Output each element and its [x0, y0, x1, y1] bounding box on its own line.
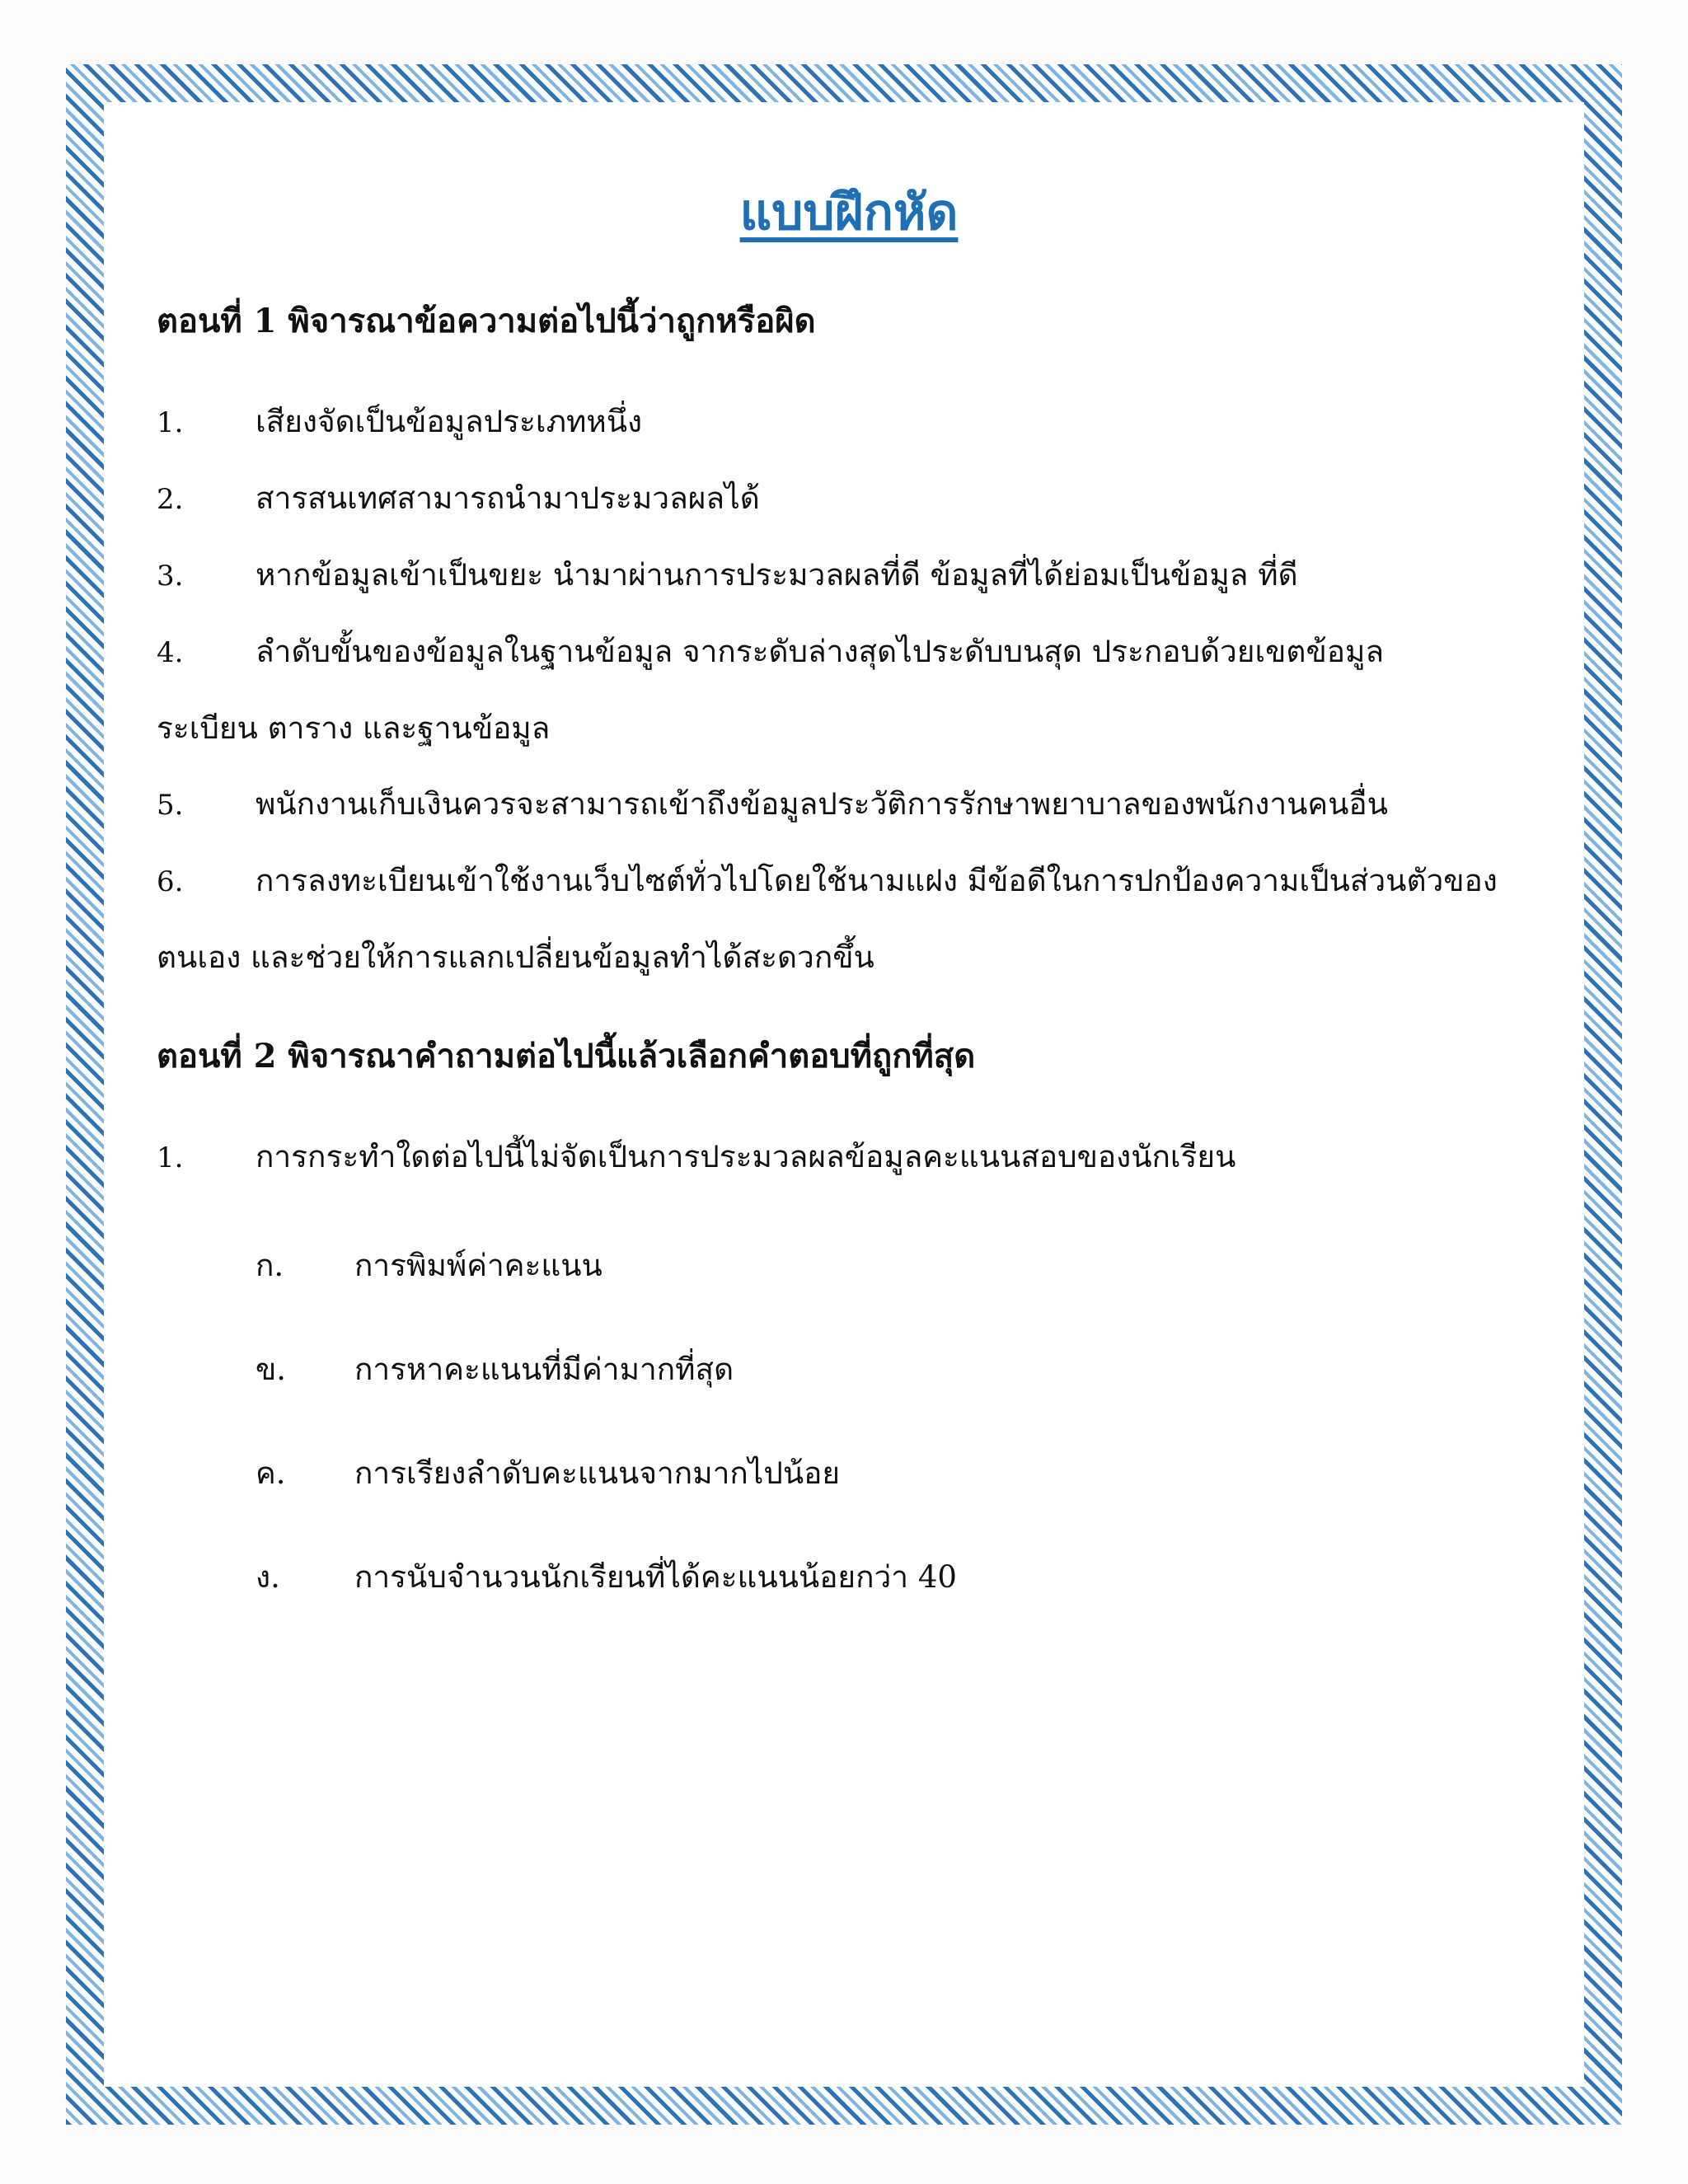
list-item: [157, 843, 1541, 996]
choice-letter: ง.: [256, 1559, 280, 1595]
item-continuation: ระเบียน ตาราง และฐานข้อมูล: [157, 710, 551, 746]
list-item: [157, 461, 1541, 537]
choice-item: [256, 1422, 1541, 1526]
item-text: การลงทะเบียนเข้าใช้งานเว็บไซต์ทั่วไปโดยใช้นามแฝง มีข้อดีในการปกป้องความเป็นส่วนตัวของ: [256, 863, 1498, 898]
item-number: 3.: [157, 560, 184, 593]
choice-text: การหาคะแนนที่มีค่ามากที่สุด: [354, 1352, 734, 1387]
question-item: [157, 1119, 1541, 1196]
item-text: ลำดับขั้นของข้อมูลในฐานข้อมูล จากระดับล่างสุดไประดับบนสุด ประกอบด้วยเขตข้อมูล: [256, 634, 1385, 669]
choice-item: [256, 1318, 1541, 1422]
choice-letter: ค.: [256, 1455, 286, 1491]
worksheet-content: [157, 165, 1541, 1629]
choice-text: การพิมพ์ค่าคะแนน: [354, 1248, 603, 1283]
list-item: [157, 384, 1541, 461]
item-text: หากข้อมูลเข้าเป็นขยะ นำมาผ่านการประมวลผลที่ดี ข้อมูลที่ได้ย่อมเป็นข้อมูล ที่ดี: [256, 557, 1298, 593]
item-number: 4.: [157, 636, 184, 669]
list-item: [157, 766, 1541, 843]
list-item: [157, 614, 1541, 766]
question-number: 1.: [157, 1141, 184, 1174]
list-item: [157, 537, 1541, 614]
choice-item: [256, 1526, 1541, 1629]
item-number: 2.: [157, 483, 184, 516]
question-text: การกระทำใดต่อไปนี้ไม่จัดเป็นการประมวลผลข้อมูลคะแนนสอบของนักเรียน: [256, 1139, 1236, 1174]
choice-letter: ข.: [256, 1352, 287, 1387]
part1-heading: ตอนที่ 1 พิจารณาข้อความต่อไปนี้ว่าถูกหรือผิด: [157, 302, 816, 340]
choice-item: [256, 1214, 1541, 1318]
item-number: 5.: [157, 789, 184, 822]
choice-text: การนับจำนวนนักเรียนที่ได้คะแนนน้อยกว่า 40: [354, 1559, 957, 1595]
item-continuation: ตนเอง และช่วยให้การแลกเปลี่ยนข้อมูลทำได้สะดวกขึ้น: [157, 940, 874, 975]
choice-text: การเรียงลำดับคะแนนจากมากไปน้อย: [354, 1455, 841, 1491]
item-text: พนักงานเก็บเงินควรจะสามารถเข้าถึงข้อมูลประวัติการรักษาพยาบาลของพนักงานคนอื่น: [256, 786, 1388, 822]
part2-heading: ตอนที่ 2 พิจารณาคำถามต่อไปนี้แล้วเลือกคำตอบที่ถูกที่สุด: [157, 1037, 976, 1076]
page-title: แบบฝึกหัด: [739, 184, 959, 241]
item-number: 1.: [157, 406, 184, 439]
item-number: 6.: [157, 865, 184, 898]
item-text: เสียงจัดเป็นข้อมูลประเภทหนึ่ง: [256, 404, 643, 439]
item-text: สารสนเทศสามารถนำมาประมวลผลได้: [256, 480, 760, 516]
choice-letter: ก.: [256, 1248, 284, 1283]
